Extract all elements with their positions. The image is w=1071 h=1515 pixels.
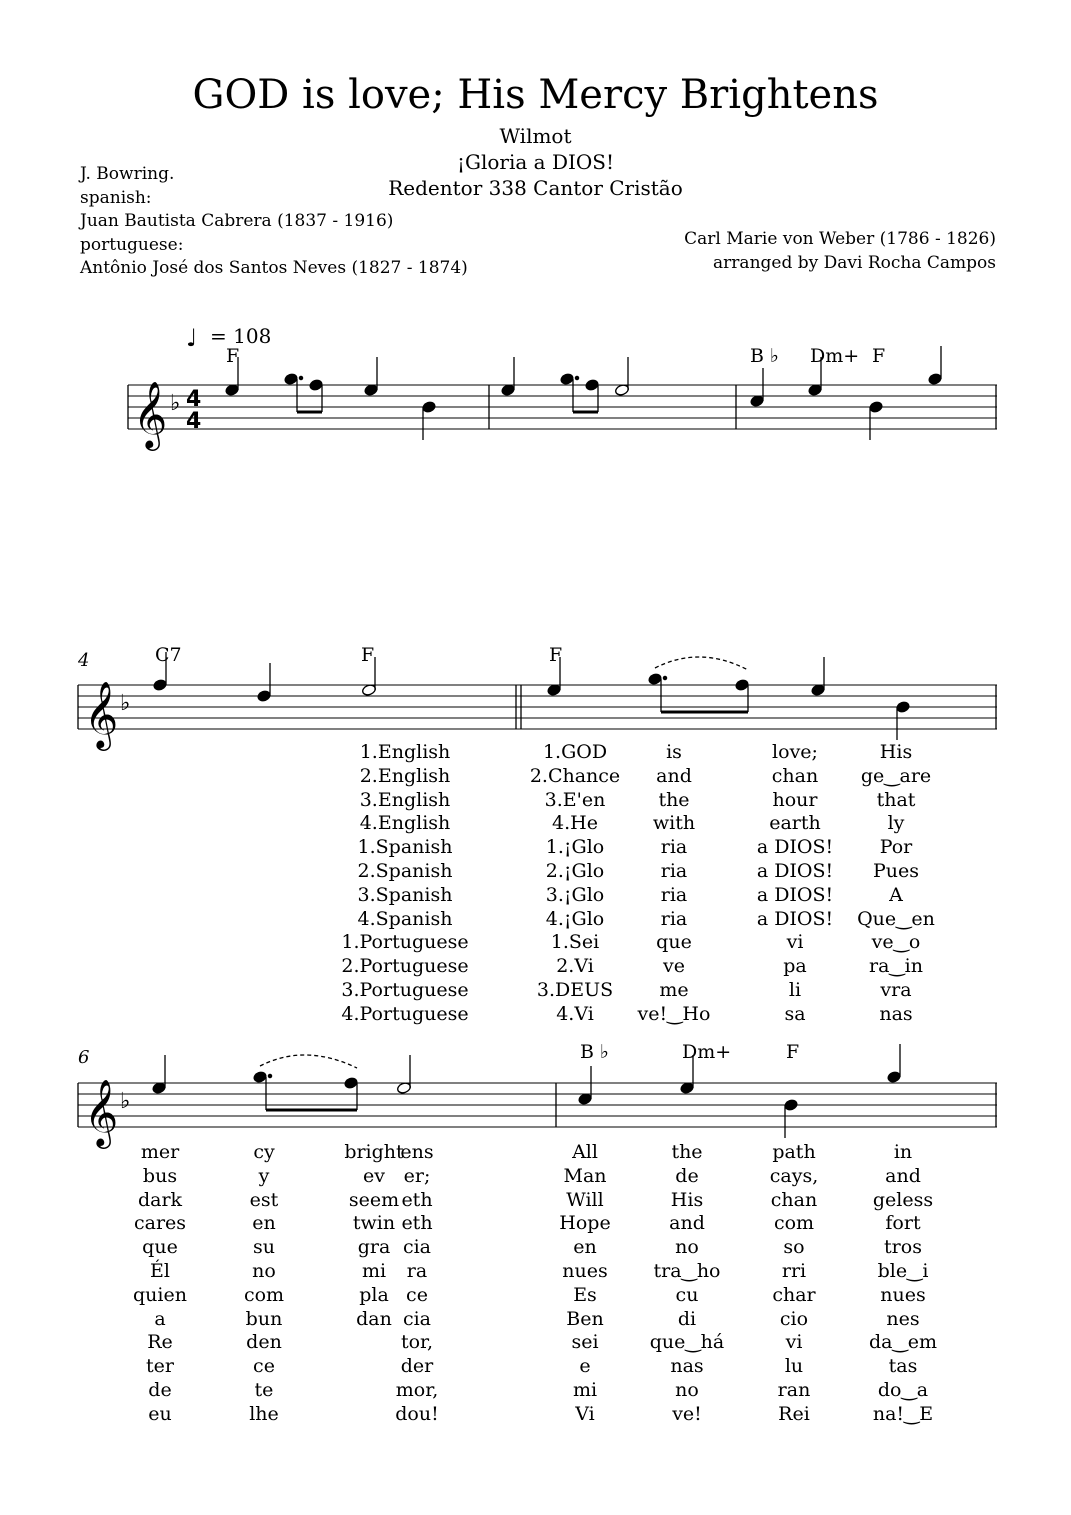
verse-label: 3.English bbox=[359, 788, 451, 811]
lyric-syllable: twin bbox=[352, 1212, 396, 1235]
composer-line: arranged by Davi Rocha Campos bbox=[713, 252, 996, 273]
lyric-syllable: ble‿i bbox=[877, 1260, 929, 1282]
lyric-syllable: mor, bbox=[395, 1379, 439, 1401]
poet-line: spanish: bbox=[80, 187, 152, 208]
lyric-syllable: ra bbox=[406, 1260, 428, 1282]
lyric-syllable: ran bbox=[777, 1379, 811, 1401]
lyric-syllable: nues bbox=[880, 1283, 926, 1306]
chord-symbol: F bbox=[872, 345, 886, 367]
verse-label: 2.Portuguese bbox=[341, 955, 469, 978]
lyric-syllable: a DIOS! bbox=[756, 883, 834, 906]
lyric-syllable: bus bbox=[142, 1164, 178, 1187]
lyric-syllable: sa bbox=[784, 1002, 806, 1025]
lyric-syllable: Por bbox=[879, 836, 913, 859]
svg-text:4: 4 bbox=[186, 409, 202, 434]
verse-label: 3.Spanish bbox=[357, 883, 453, 906]
verse-label: 4.Portuguese bbox=[341, 1002, 469, 1025]
lyric-syllable: 2.Vi bbox=[556, 955, 594, 978]
verse-label: 1.Spanish bbox=[357, 836, 453, 859]
flat-icon: ♭ bbox=[170, 391, 181, 416]
chord-symbol: F bbox=[226, 345, 240, 367]
lyric-syllable: a bbox=[154, 1307, 166, 1330]
lyric-syllable: Él bbox=[150, 1260, 170, 1282]
lyric-syllable: ce bbox=[406, 1283, 428, 1306]
lyric-syllable: and bbox=[656, 764, 692, 787]
lyric-syllable: ve!‿Ho bbox=[637, 1002, 711, 1025]
lyric-syllable: cares bbox=[133, 1212, 187, 1235]
verse-label: 2.English bbox=[359, 764, 451, 787]
lyric-syllable: er; bbox=[403, 1164, 431, 1187]
lyric-syllable: Rei bbox=[778, 1402, 810, 1425]
subtitle-line-2: ¡Gloria a DIOS! bbox=[456, 150, 615, 174]
lyric-syllable: que bbox=[656, 931, 692, 954]
lyric-syllable: no bbox=[252, 1260, 276, 1282]
lyric-syllable: est bbox=[249, 1188, 279, 1211]
lyric-syllable: en bbox=[573, 1236, 597, 1259]
lyric-syllable: me bbox=[659, 979, 689, 1001]
lyric-syllable: quien bbox=[133, 1283, 187, 1306]
lyric-syllable: li bbox=[788, 979, 802, 1001]
lyric-syllable: pla bbox=[359, 1283, 389, 1306]
verse-label: 3.Portuguese bbox=[341, 979, 469, 1001]
lyric-syllable: ve bbox=[663, 955, 685, 978]
lyric-syllable: All bbox=[572, 1141, 598, 1163]
bar-number: 6 bbox=[78, 1047, 90, 1068]
lyric-syllable: cays, bbox=[769, 1164, 819, 1187]
chord-symbol: F bbox=[549, 644, 563, 666]
verse-label: 2.Spanish bbox=[357, 860, 453, 882]
treble-clef-icon: 𝄞 bbox=[84, 1078, 119, 1146]
lyric-syllable: Que‿en bbox=[857, 907, 935, 930]
lyric-syllable: A bbox=[889, 883, 903, 906]
chord-symbol: Dm+ bbox=[810, 345, 860, 367]
lyric-syllable: ev bbox=[363, 1164, 385, 1187]
lyric-syllable: vra bbox=[880, 979, 912, 1001]
lyric-syllable: lu bbox=[784, 1355, 804, 1378]
lyric-syllable: 1.Sei bbox=[550, 931, 600, 954]
lyric-syllable: His bbox=[879, 741, 913, 763]
lyric-syllable: a DIOS! bbox=[756, 860, 834, 882]
tempo-marking: = 108 bbox=[210, 324, 272, 348]
verse-label: 4.English bbox=[359, 812, 451, 835]
lyric-syllable: and bbox=[885, 1164, 921, 1187]
lyric-syllable: Hope bbox=[559, 1212, 611, 1235]
lyric-syllable: e bbox=[579, 1355, 591, 1378]
lyric-syllable: que bbox=[142, 1236, 178, 1259]
lyric-syllable: nas bbox=[879, 1002, 913, 1025]
lyric-syllable: en bbox=[252, 1212, 276, 1235]
lyric-syllable: di bbox=[677, 1307, 697, 1330]
lyric-syllable: 4.He bbox=[552, 812, 598, 835]
lyric-syllable: Man bbox=[563, 1164, 607, 1187]
lyric-syllable: 3.E'en bbox=[544, 788, 606, 811]
lyric-syllable: a DIOS! bbox=[756, 836, 834, 859]
chord-symbol: F bbox=[361, 644, 375, 666]
lyric-syllable: bun bbox=[245, 1307, 283, 1330]
lyric-syllable: su bbox=[253, 1236, 275, 1259]
lyric-syllable: de bbox=[675, 1164, 699, 1187]
svg-text:♩: ♩ bbox=[186, 324, 198, 352]
lyric-syllable: ens bbox=[400, 1141, 434, 1163]
lyric-syllable: hour bbox=[772, 788, 818, 811]
lyric-syllable: nues bbox=[562, 1260, 608, 1282]
flat-icon: ♭ bbox=[120, 1089, 131, 1114]
lyric-syllable: in bbox=[893, 1141, 913, 1163]
lyric-syllable: nas bbox=[670, 1355, 704, 1378]
lyric-syllable: den bbox=[246, 1331, 282, 1354]
chord-symbol: C7 bbox=[155, 644, 182, 666]
verse-label: 1.Portuguese bbox=[341, 931, 469, 954]
lyric-syllable: so bbox=[783, 1236, 805, 1259]
poet-line: J. Bowring. bbox=[80, 164, 175, 184]
poet-line: Antônio José dos Santos Neves (1827 - 1874) bbox=[80, 258, 468, 278]
lyric-syllable: that bbox=[876, 788, 916, 811]
lyric-syllable: que‿há bbox=[649, 1331, 725, 1354]
lyric-syllable: cio bbox=[779, 1307, 809, 1330]
chord-symbol: Dm+ bbox=[682, 1041, 732, 1063]
lyric-syllable: 2.¡Glo bbox=[545, 860, 605, 882]
lyric-syllable: com bbox=[773, 1212, 815, 1235]
lyric-syllable: the bbox=[671, 1141, 703, 1163]
lyric-syllable: cy bbox=[253, 1141, 275, 1163]
lyric-syllable: eth bbox=[401, 1188, 433, 1211]
lyric-syllable: eth bbox=[401, 1212, 433, 1235]
lyric-syllable: the bbox=[658, 788, 690, 811]
lyric-syllable: vi bbox=[785, 1331, 803, 1354]
lyric-syllable: bright bbox=[344, 1141, 404, 1163]
lyric-syllable: geless bbox=[872, 1188, 934, 1211]
lyric-syllable: fort bbox=[885, 1212, 921, 1235]
lyric-syllable: rri bbox=[781, 1260, 807, 1282]
lyric-syllable: Ben bbox=[566, 1307, 604, 1330]
lyric-syllable: ria bbox=[660, 860, 688, 882]
lyric-syllable: nes bbox=[886, 1307, 920, 1330]
lyric-syllable: Will bbox=[566, 1188, 604, 1211]
poet-line: portuguese: bbox=[80, 234, 184, 255]
lyric-syllable: love; bbox=[772, 741, 818, 763]
subtitle-line-1: Wilmot bbox=[499, 124, 572, 148]
lyric-syllable: dan bbox=[356, 1307, 392, 1330]
lyric-syllable: ge‿are bbox=[860, 764, 932, 787]
lyric-syllable: sei bbox=[571, 1331, 599, 1354]
lyric-syllable: chan bbox=[770, 1188, 818, 1211]
treble-clef-icon: 𝄞 bbox=[133, 380, 168, 448]
lyric-syllable: ria bbox=[660, 836, 688, 859]
lyric-syllable: dark bbox=[137, 1188, 183, 1211]
lyric-syllable: and bbox=[669, 1212, 705, 1235]
lyric-syllable: tas bbox=[888, 1355, 918, 1378]
lyric-syllable: pa bbox=[783, 955, 807, 978]
lyric-syllable: ria bbox=[660, 907, 688, 930]
lyric-syllable: Es bbox=[573, 1283, 597, 1306]
lyric-syllable: der bbox=[400, 1355, 434, 1378]
lyric-syllable: do‿a bbox=[877, 1379, 929, 1401]
chord-symbol: B ♭ bbox=[580, 1041, 609, 1063]
verse-label: 1.English bbox=[359, 741, 451, 763]
lyric-syllable: ria bbox=[660, 883, 688, 906]
lyric-syllable: Pues bbox=[872, 860, 919, 882]
chord-symbol: F bbox=[786, 1041, 800, 1063]
lyric-syllable: 4.Vi bbox=[556, 1002, 594, 1025]
lyric-syllable: Vi bbox=[575, 1402, 595, 1425]
subtitle-line-3: Redentor 338 Cantor Cristão bbox=[388, 176, 683, 200]
lyric-syllable: path bbox=[772, 1141, 816, 1163]
lyric-syllable: dou! bbox=[395, 1402, 439, 1425]
lyric-syllable: with bbox=[652, 812, 696, 835]
lyric-syllable: da‿em bbox=[868, 1331, 938, 1354]
lyric-syllable: eu bbox=[148, 1402, 172, 1425]
lyric-syllable: 4.¡Glo bbox=[545, 907, 605, 930]
flat-icon: ♭ bbox=[120, 691, 131, 716]
lyric-syllable: 3.¡Glo bbox=[545, 883, 605, 906]
lyric-syllable: ra‿in bbox=[869, 955, 923, 978]
lyric-syllable: vi bbox=[786, 931, 804, 954]
lyric-syllable: de bbox=[148, 1379, 172, 1401]
lyric-syllable: mer bbox=[140, 1141, 180, 1163]
lyric-syllable: ve! bbox=[672, 1402, 702, 1425]
lyric-syllable: is bbox=[666, 741, 682, 763]
lyric-syllable: seem bbox=[348, 1188, 400, 1211]
lyric-syllable: cia bbox=[402, 1307, 432, 1330]
lyric-syllable: cu bbox=[675, 1283, 699, 1306]
lyric-syllable: com bbox=[243, 1283, 285, 1306]
lyric-syllable: ter bbox=[146, 1355, 174, 1378]
bar-number: 4 bbox=[78, 650, 90, 671]
song-title: GOD is love; His Mercy Brightens bbox=[192, 72, 879, 118]
lyric-syllable: mi bbox=[572, 1379, 598, 1401]
lyric-syllable: no bbox=[675, 1379, 699, 1401]
lyric-syllable: ly bbox=[887, 812, 905, 835]
lyric-syllable: a DIOS! bbox=[756, 907, 834, 930]
lyric-syllable: Re bbox=[147, 1331, 173, 1354]
lyric-syllable: mi bbox=[361, 1260, 387, 1282]
lyric-syllable: tros bbox=[884, 1236, 922, 1259]
lyric-syllable: no bbox=[675, 1236, 699, 1259]
lyric-syllable: te bbox=[254, 1379, 274, 1401]
lyric-syllable: 1.¡Glo bbox=[545, 836, 605, 859]
lyric-syllable: 2.Chance bbox=[529, 764, 621, 787]
lyric-syllable: na!‿E bbox=[872, 1402, 934, 1425]
lyric-syllable: tor, bbox=[400, 1331, 434, 1354]
svg-text:4: 4 bbox=[186, 387, 202, 412]
lyric-syllable: ve‿o bbox=[871, 931, 921, 954]
lyric-syllable: chan bbox=[771, 764, 819, 787]
lyric-syllable: tra‿ho bbox=[653, 1260, 721, 1282]
lyric-syllable: gra bbox=[357, 1236, 391, 1259]
lyric-syllable: earth bbox=[769, 812, 821, 835]
lyric-syllable: char bbox=[772, 1283, 816, 1306]
lyric-syllable: lhe bbox=[249, 1402, 279, 1425]
lyric-syllable: 3.DEUS bbox=[536, 979, 614, 1001]
chord-symbol: B ♭ bbox=[750, 345, 779, 367]
lyric-syllable: cia bbox=[402, 1236, 432, 1259]
verse-label: 4.Spanish bbox=[357, 907, 453, 930]
lyric-syllable: 1.GOD bbox=[542, 741, 608, 763]
treble-clef-icon: 𝄞 bbox=[84, 680, 119, 748]
lyric-syllable: ce bbox=[253, 1355, 275, 1378]
lyric-syllable: His bbox=[670, 1188, 704, 1211]
poet-line: Juan Bautista Cabrera (1837 - 1916) bbox=[80, 211, 394, 231]
lyric-syllable: y bbox=[258, 1164, 270, 1187]
composer-line: Carl Marie von Weber (1786 - 1826) bbox=[684, 229, 996, 249]
